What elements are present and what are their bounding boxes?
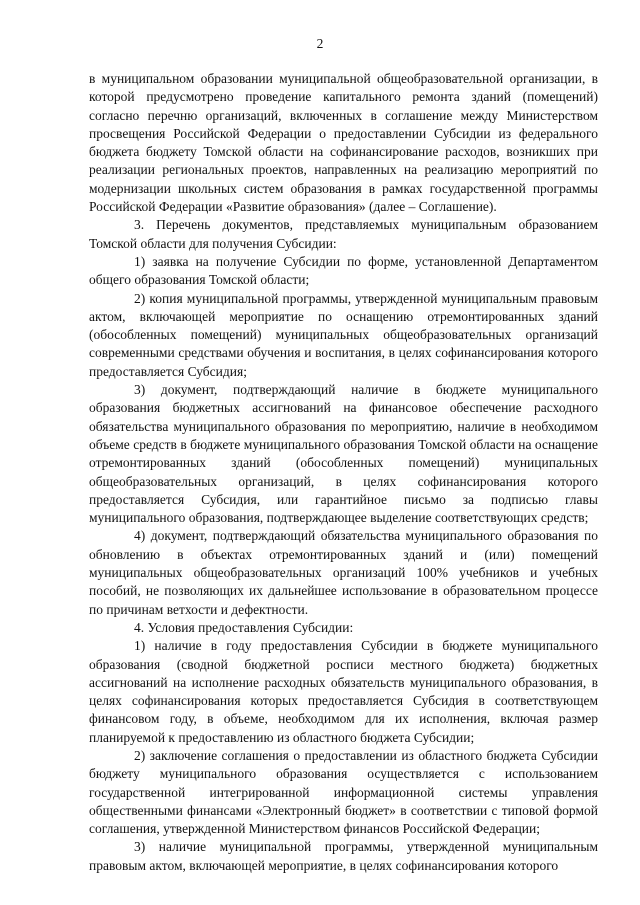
paragraph-condition-1: 1) наличие в году предоставления Субсидии в бюджете муниципального образования (сводной бюджетной росписи местного бюджета) бюджетных ассигнований на исполнение расходных обязательств муниципального образования, в целях софинансирования которых предоставляется Субсидия в соответствующем финансовом году, в объеме, необходимом для их исполнения, включая размер планируемой к предоставлению из областного бюджета Субсидии; xyxy=(89,638,598,745)
paragraph-doc-item-1: 1) заявка на получение Субсидии по форме, установленной Департаментом общего образования Томской области; xyxy=(89,253,598,288)
paragraph-continuation: в муниципальном образовании муниципальной общеобразовательной организации, в которой предусмотрено проведение капитального ремонта зданий (помещений) согласно перечню организаций, включенных в соглашение между Министерством просвещения Российской Федерации о предоставлении Субсидии из федерального бюджета бюджету Томской области на софинансирование расходов, возникших при реализации региональных проектов, направленных на реализацию мероприятий по модернизации школьных систем образования в рамках государственной программы Российской Федерации «Развитие образования» (далее – Соглашение). xyxy=(89,71,598,215)
page-number: 2 xyxy=(316,36,324,51)
paragraph-condition-2: 2) заключение соглашения о предоставлении из областного бюджета Субсидии бюджету муниципального образования осуществляется с использованием государственной интегрированной информационной системы управления общественными финансами «Электронный бюджет» в соответствии с типовой формой соглашения, утвержденной Министерством финансов Российской Федерации; xyxy=(89,747,598,837)
paragraph-doc-item-4: 4) документ, подтверждающий обязательства муниципального образования по обновлению в объектах отремонтированных зданий и (или) помещений муниципальных общеобразовательных организаций 100% учебников и учебных пособий, не позволяющих их дальнейшее использование в образовательном процессе по причинам ветхости и дефектности. xyxy=(89,528,598,617)
paragraph-condition-3: 3) наличие муниципальной программы, утвержденной муниципальным правовым актом, включающей мероприятие, в целях софинансирования которого xyxy=(89,839,598,873)
document-body xyxy=(89,70,598,875)
paragraph-doc-item-2: 2) копия муниципальной программы, утвержденной муниципальным правовым актом, включающей мероприятие по оснащению отремонтированных зданий (обособленных помещений) муниципальных общеобразовательных организаций современными средствами обучения и воспитания, в целях софинансирования которого предоставляется Субсидия; xyxy=(89,290,598,379)
paragraph-conditions-heading: 4. Условия предоставления Субсидии: xyxy=(134,619,354,635)
paragraph-doc-item-3: 3) документ, подтверждающий наличие в бюджете муниципального образования бюджетных ассигнований на финансовое обеспечение расходного обязательства муниципального образования по мероприятию, наличие в необходимом объеме средств в бюджете муниципального образования Томской области на оснащение отремонтированных зданий (обособленных помещений) муниципальных общеобразовательных организаций, в целях софинансирования которого предоставляется Субсидия, или гарантийное письмо за подписью главы муниципального образования, подтверждающее выделение соответствующих средств; xyxy=(89,382,598,526)
paragraph-documents-list-heading: 3. Перечень документов, представляемых муниципальным образованием Томской области для получения Субсидии: xyxy=(89,217,598,251)
